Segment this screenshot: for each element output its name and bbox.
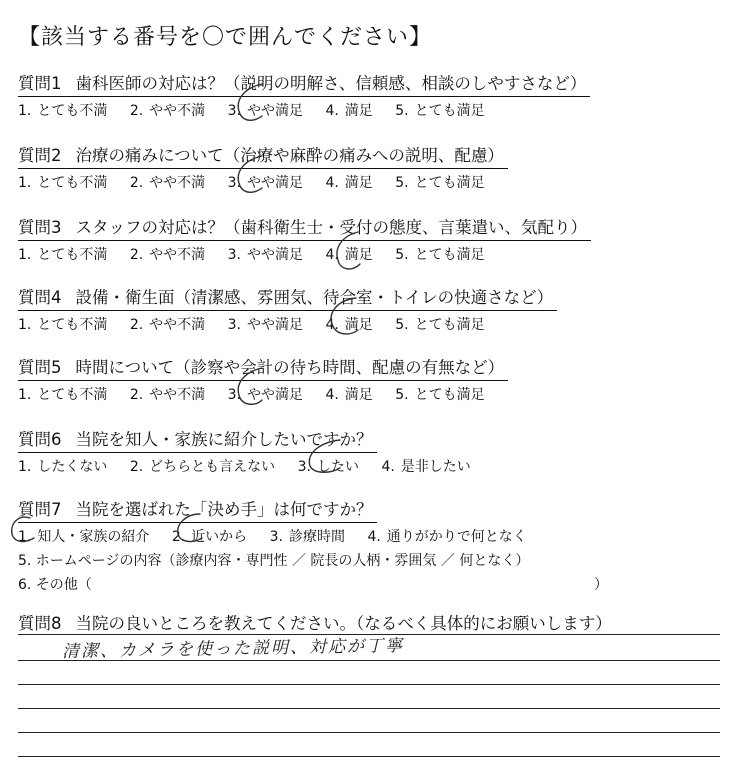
question-number: 質問1	[18, 74, 62, 93]
option-5[interactable]: 5. とても満足	[395, 247, 485, 263]
option-1[interactable]: 1. とても不満	[18, 103, 108, 119]
option-1[interactable]: 1. とても不満	[18, 387, 108, 403]
answer-options	[18, 100, 718, 120]
question-text: スタッフの対応は？（歯科衛生士・受付の態度、言葉遣い、気配り）	[75, 218, 587, 237]
option-4[interactable]: 4. 通りがかりで何となく	[367, 529, 527, 545]
answer-rule	[18, 684, 720, 685]
option-3[interactable]: 3. やや満足	[227, 247, 303, 263]
answer-options	[18, 526, 718, 546]
option-1[interactable]: 1. 知人・家族の紹介	[18, 529, 150, 545]
option-5[interactable]: 5. ホームページの内容（診療内容・専門性 ／ 院長の人柄・雰囲気 ／ 何となく）	[18, 553, 530, 569]
option-2[interactable]: 2. 近いから	[171, 529, 248, 545]
option-2[interactable]: 2. どちらとも言えない	[129, 459, 276, 475]
question-heading	[18, 284, 557, 311]
option-3[interactable]: 3. やや満足	[227, 175, 303, 191]
option-3[interactable]: 3. やや満足	[227, 103, 303, 119]
question-text: 治療の痛みについて（治療や麻酔の痛みへの説明、配慮）	[75, 146, 504, 165]
answer-options	[18, 172, 718, 192]
option-5[interactable]: 5. とても満足	[395, 387, 485, 403]
option-3[interactable]: 3. 診療時間	[269, 529, 345, 545]
option-4[interactable]: 4. 満足	[325, 175, 373, 191]
option-1[interactable]: 1. したくない	[18, 459, 108, 475]
answer-options	[18, 384, 718, 404]
option-4[interactable]: 4. 是非したい	[381, 459, 471, 475]
question-heading	[18, 426, 377, 453]
question-heading	[18, 214, 591, 241]
option-5[interactable]: 5. とても満足	[395, 317, 485, 333]
question-heading	[18, 354, 508, 381]
option-4[interactable]: 4. 満足	[325, 387, 373, 403]
option-4[interactable]: 4. 満足	[325, 103, 373, 119]
question-text: 時間について（診察や会計の待ち時間、配慮の有無など）	[75, 358, 505, 377]
answer-rule	[18, 732, 720, 733]
option-2[interactable]: 2. やや不満	[129, 175, 206, 191]
question-text: 当院の良いところを教えてください。（なるべく具体的にお願いします）	[75, 614, 612, 633]
question-text: 設備・衛生面（清潔感、雰囲気、待合室・トイレの快適さなど）	[75, 288, 554, 307]
option-2[interactable]: 2. やや不満	[129, 317, 206, 333]
option-1[interactable]: 1. とても不満	[18, 247, 108, 263]
option-5[interactable]: 5. とても満足	[395, 103, 485, 119]
answer-rule	[18, 756, 720, 757]
handwritten-answer: 清潔、カメラを使った説明、対応が丁寧	[61, 636, 405, 662]
option-3[interactable]: 3. したい	[297, 459, 359, 475]
question-number: 質問8	[18, 614, 62, 633]
option-4[interactable]: 4. 満足	[325, 247, 373, 263]
option-2[interactable]: 2. やや不満	[129, 387, 206, 403]
option-3[interactable]: 3. やや満足	[227, 387, 303, 403]
question-text: 当院を選ばれた「決め手」は何ですか？	[75, 500, 373, 519]
option-2[interactable]: 2. やや不満	[129, 247, 206, 263]
answer-rule	[18, 708, 720, 709]
other-label: 6. その他（	[18, 577, 92, 593]
question-number: 質問5	[18, 358, 62, 377]
question-2	[18, 142, 718, 192]
question-4	[18, 284, 718, 334]
question-5	[18, 354, 718, 404]
option-5[interactable]: 5. とても満足	[395, 175, 485, 191]
question-number: 質問3	[18, 218, 62, 237]
answer-options	[18, 314, 718, 334]
question-heading	[18, 142, 508, 169]
question-3	[18, 214, 718, 264]
question-number: 質問6	[18, 430, 62, 449]
question-text: 当院を知人・家族に紹介したいですか？	[75, 430, 373, 449]
answer-options	[18, 456, 718, 476]
other-close: ）	[594, 577, 608, 593]
option-1[interactable]: 1. とても不満	[18, 175, 108, 191]
question-heading	[18, 70, 590, 97]
answer-options	[18, 244, 718, 264]
option-4[interactable]: 4. 満足	[325, 317, 373, 333]
question-text: 歯科医師の対応は？（説明の明解さ、信頼感、相談のしやすさなど）	[75, 74, 587, 93]
option-2[interactable]: 2. やや不満	[129, 103, 206, 119]
question-7	[18, 496, 718, 594]
question-number: 質問2	[18, 146, 62, 165]
page-title: 【該当する番号を〇で囲んでください】	[18, 25, 433, 50]
option-6-other[interactable]	[18, 574, 608, 594]
option-3[interactable]: 3. やや満足	[227, 317, 303, 333]
question-6	[18, 426, 718, 476]
option-1[interactable]: 1. とても不満	[18, 317, 108, 333]
question-1	[18, 70, 718, 120]
question-number: 質問4	[18, 288, 62, 307]
question-heading	[18, 496, 377, 523]
question-number: 質問7	[18, 500, 62, 519]
